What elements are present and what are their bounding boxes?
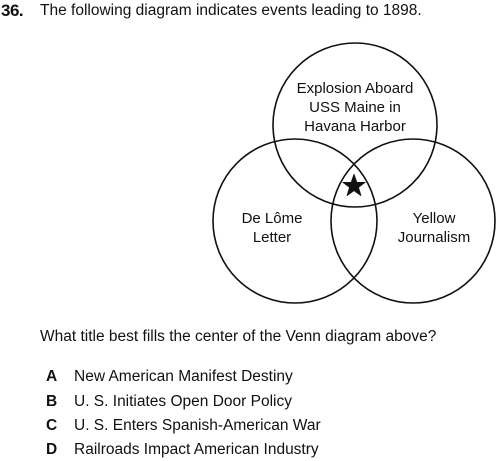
choice-text: Railroads Impact American Industry [74,441,319,458]
question-stem: The following diagram indicates events leading to 1898. [40,2,422,19]
venn-left-line-1: De Lôme [241,210,303,227]
star-icon [343,174,366,196]
choice-letter: C [46,417,58,434]
venn-top-line-3: Havana Harbor [304,118,406,135]
choice-text: New American Manifest Destiny [74,368,293,385]
choice-text: U. S. Enters Spanish-American War [74,417,321,434]
venn-left-line-2: Letter [252,229,292,246]
question-prompt: What title best fills the center of the Venn diagram above? [40,328,437,345]
venn-right-line-1: Yellow [412,210,456,227]
venn-top-line-2: USS Maine in [309,99,401,116]
choice-letter: B [46,393,58,410]
venn-right-line-2: Journalism [397,229,471,246]
venn-top-line-1: Explosion Aboard [296,80,414,97]
choice-letter: A [46,368,58,385]
question-number: 36. [1,1,24,20]
choice-letter: D [46,441,58,458]
choice-text: U. S. Initiates Open Door Policy [74,393,292,410]
